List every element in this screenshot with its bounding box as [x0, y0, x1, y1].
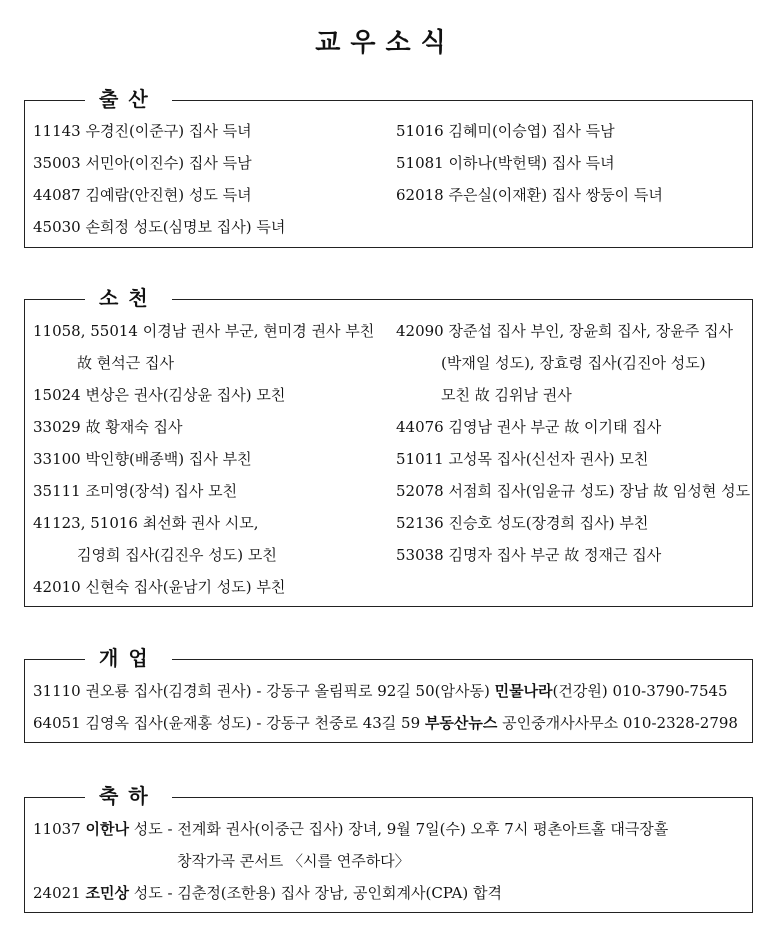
opening-item-suffix: 공인중개사사무소 010-2328-2798 — [497, 714, 738, 732]
list-item: 52136 진승호 성도(장경희 집사) 부친 — [396, 514, 649, 532]
list-item: 35111 조미영(장석) 집사 모친 — [33, 482, 238, 500]
celebration-item-suffix: 성도 - 김춘정(조한용) 집사 장남, 공인회계사(CPA) 합격 — [128, 884, 502, 902]
list-item: 44076 김영남 권사 부군 故 이기태 집사 — [396, 418, 662, 436]
list-item: 51011 고성목 집사(신선자 권사) 모친 — [396, 450, 649, 468]
person-name: 이한나 — [85, 820, 129, 838]
list-item: 41123, 51016 최선화 권사 시모, — [33, 514, 259, 532]
list-item: 창작가곡 콘서트 〈시를 연주하다〉 — [177, 852, 410, 870]
opening-section — [24, 646, 753, 743]
list-item: 모친 故 김위남 권사 — [441, 386, 572, 404]
list-item: 김영희 집사(김진우 성도) 모친 — [77, 546, 277, 564]
list-item: 33100 박인향(배종백) 집사 부친 — [33, 450, 252, 468]
birth-section-title: 출산 — [85, 84, 172, 114]
list-item: 62018 주은실(이재환) 집사 쌍둥이 득녀 — [396, 186, 663, 204]
list-item: 53038 김명자 집사 부군 故 정재근 집사 — [396, 546, 662, 564]
celebration-item-prefix: 24021 — [33, 884, 86, 902]
opening-section-title: 개업 — [85, 643, 172, 673]
list-item: 11143 우경진(이준구) 집사 득녀 — [33, 122, 252, 140]
passing-section-title: 소천 — [85, 283, 172, 313]
list-item: 15024 변상은 권사(김상윤 집사) 모친 — [33, 386, 286, 404]
celebration-item-suffix: 성도 - 전계화 권사(이중근 집사) 장녀, 9월 7일(수) 오후 7시 평촌아트홀 대극장홀 — [128, 820, 669, 838]
opening-item-suffix: (건강원) 010-3790-7545 — [552, 682, 728, 700]
list-item: 45030 손희정 성도(심명보 집사) 득녀 — [33, 218, 286, 236]
list-item — [33, 819, 668, 839]
opening-item-prefix: 31110 권오룡 집사(김경희 권사) - 강동구 올림픽로 92길 50(암사동) — [33, 682, 495, 700]
list-item: 33029 故 황재숙 집사 — [33, 418, 183, 436]
passing-section — [24, 286, 753, 607]
list-item — [33, 883, 502, 903]
celebration-section-title: 축하 — [85, 781, 172, 811]
business-name: 민물나라 — [494, 682, 553, 700]
list-item: 42010 신현숙 집사(윤남기 성도) 부친 — [33, 578, 286, 596]
page-title: 교우소식 — [315, 28, 456, 58]
list-item: 35003 서민아(이진수) 집사 득남 — [33, 154, 252, 172]
list-item: 51016 김혜미(이승엽) 집사 득남 — [396, 122, 615, 140]
celebration-item-prefix: 11037 — [33, 820, 86, 838]
birth-section — [24, 87, 753, 248]
business-name: 부동산뉴스 — [424, 714, 498, 732]
list-item: 42090 장준섭 집사 부인, 장윤희 집사, 장윤주 집사 — [396, 322, 733, 340]
celebration-section — [24, 784, 753, 913]
list-item — [33, 713, 738, 733]
opening-item-prefix: 64051 김영옥 집사(윤재홍 성도) - 강동구 천중로 43길 59 — [33, 714, 425, 732]
person-name: 조민상 — [85, 884, 129, 902]
list-item: 11058, 55014 이경남 권사 부군, 현미경 권사 부친 — [33, 322, 375, 340]
list-item — [33, 681, 728, 701]
list-item: 44087 김예람(안진현) 성도 득녀 — [33, 186, 252, 204]
list-item: 51081 이하나(박헌택) 집사 득녀 — [396, 154, 615, 172]
list-item: 52078 서점희 집사(임윤규 성도) 장남 故 임성현 성도 — [396, 482, 751, 500]
list-item: (박재일 성도), 장효령 집사(김진아 성도) — [441, 354, 706, 372]
list-item: 故 현석근 집사 — [77, 354, 174, 372]
